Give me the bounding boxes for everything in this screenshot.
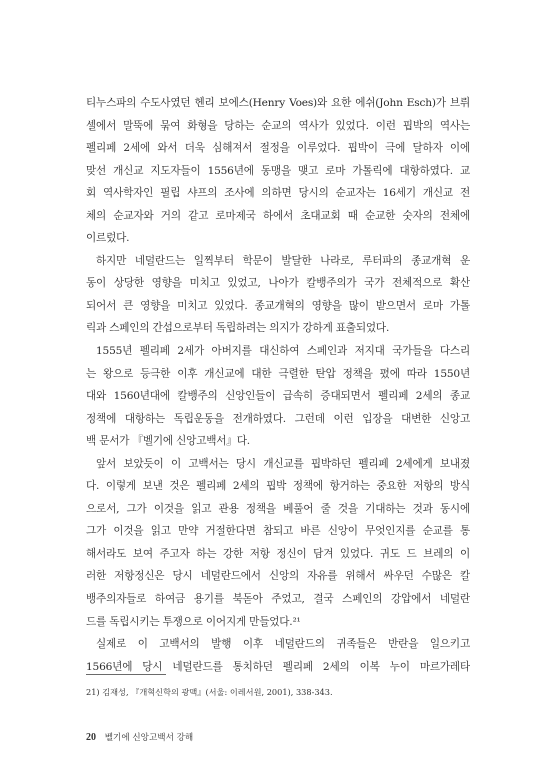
body-line: 티누스파의 수도사였던 헨리 보에스(Henry Voes)와 요한 에쉬(John Esch)가 브뤼 bbox=[86, 97, 470, 109]
body-line: 회 역사학자인 필립 샤프의 조사에 의하면 당시의 순교자는 16세기 개신교 전 bbox=[86, 187, 470, 200]
body-line: 1566년에 당시 네덜란드를 통치하던 펠리페 2세의 이복 누이 마르가레타 bbox=[86, 660, 470, 673]
body-line: 백 문서가 『벨기에 신앙고백서』다. bbox=[86, 435, 250, 448]
body-line: 드를 독립시키는 투쟁으로 이어지게 만들었다.²¹ bbox=[86, 615, 301, 628]
body-line: 뱅주의자들로 하여금 용기를 북돋아 주었고, 결국 스페인의 강압에서 네덜란 bbox=[86, 593, 470, 606]
body-line: 하지만 네덜란드는 일찍부터 학문이 발달한 나라로, 루터파의 종교개혁 운 bbox=[96, 254, 470, 267]
body-line: 다. 이렇게 보낸 것은 펠리페 2세의 핍박 정책에 항거하는 중요한 저항의 방식 bbox=[86, 480, 470, 493]
footnote-divider bbox=[86, 674, 166, 675]
body-line: 해서라도 보여 주고자 하는 강한 저항 정신이 담겨 있었다. 귀도 드 브레의 이 bbox=[86, 547, 470, 560]
body-line: 는 왕으로 등극한 이후 개신교에 대한 극렬한 탄압 정책을 폈에 따라 1550년 bbox=[86, 367, 470, 380]
body-line: 대와 1560년대에 칼뱅주의 신앙인들이 급속히 증대되면서 펠리페 2세의 종교 bbox=[86, 390, 470, 403]
body-line: 릭과 스페인의 간섭으로부터 독립하려는 의지가 강하게 표출되었다. bbox=[86, 322, 390, 335]
body-line: 맞선 개신교 지도자들이 1556년에 동맹을 맺고 로마 가톨릭에 대항하였다. 교 bbox=[86, 164, 470, 177]
body-line: 이르렀다. bbox=[86, 232, 130, 245]
page-number: 20 bbox=[86, 732, 96, 743]
body-text bbox=[86, 92, 470, 678]
body-line: 되어서 큰 영향을 미치고 있었다. 종교개혁의 영향을 많이 받으면서 로마 가톨 bbox=[86, 299, 470, 312]
body-line: 그가 이것을 읽고 만약 거절한다면 참되고 바른 신앙이 무엇인지를 순교를 통 bbox=[86, 525, 470, 538]
body-line: 정책에 대항하는 독립운동을 전개하였다. 그런데 이런 입장을 대변한 신앙고 bbox=[86, 412, 470, 425]
page-footer bbox=[86, 731, 386, 743]
body-line: 체의 순교자와 거의 같고 로마제국 하에서 초대교회 때 순교한 숫자의 전체에 bbox=[86, 209, 470, 222]
running-title: 벨기에 신앙고백서 강해 bbox=[104, 733, 194, 743]
footnote: 21) 김재성, 『개혁신학의 광맥』(서울: 이레서원, 2001), 338-343. bbox=[86, 687, 333, 697]
body-line: 동이 상당한 영향을 미치고 있었고, 나아가 칼뱅주의가 국가 전체적으로 확산 bbox=[86, 277, 470, 290]
body-line: 펠리페 2세에 와서 더욱 심해져서 절정을 이루었다. 핍박이 극에 달하자 이에 bbox=[86, 142, 470, 155]
body-line: 러한 저항정신은 당시 네덜란드에서 신앙의 자유를 위해서 싸우던 수많은 칼 bbox=[86, 570, 470, 583]
body-line: 셀에서 말뚝에 묶여 화형을 당하는 순교의 역사가 있었다. 이런 핍박의 역사는 bbox=[86, 119, 470, 132]
body-line: 1555년 펠리페 2세가 아버지를 대신하여 스페인과 저지대 국가들을 다스리 bbox=[96, 345, 470, 358]
body-line: 으로서, 그가 이것을 읽고 관용 정책을 베풀어 줄 것을 기대하는 것과 동시에 bbox=[86, 502, 470, 515]
body-line: 앞서 보았듯이 이 고백서는 당시 개신교를 핍박하던 펠리페 2세에게 보내졌 bbox=[96, 457, 470, 470]
body-line: 실제로 이 고백서의 발행 이후 네덜란드의 귀족들은 반란을 일으키고 bbox=[96, 638, 470, 651]
